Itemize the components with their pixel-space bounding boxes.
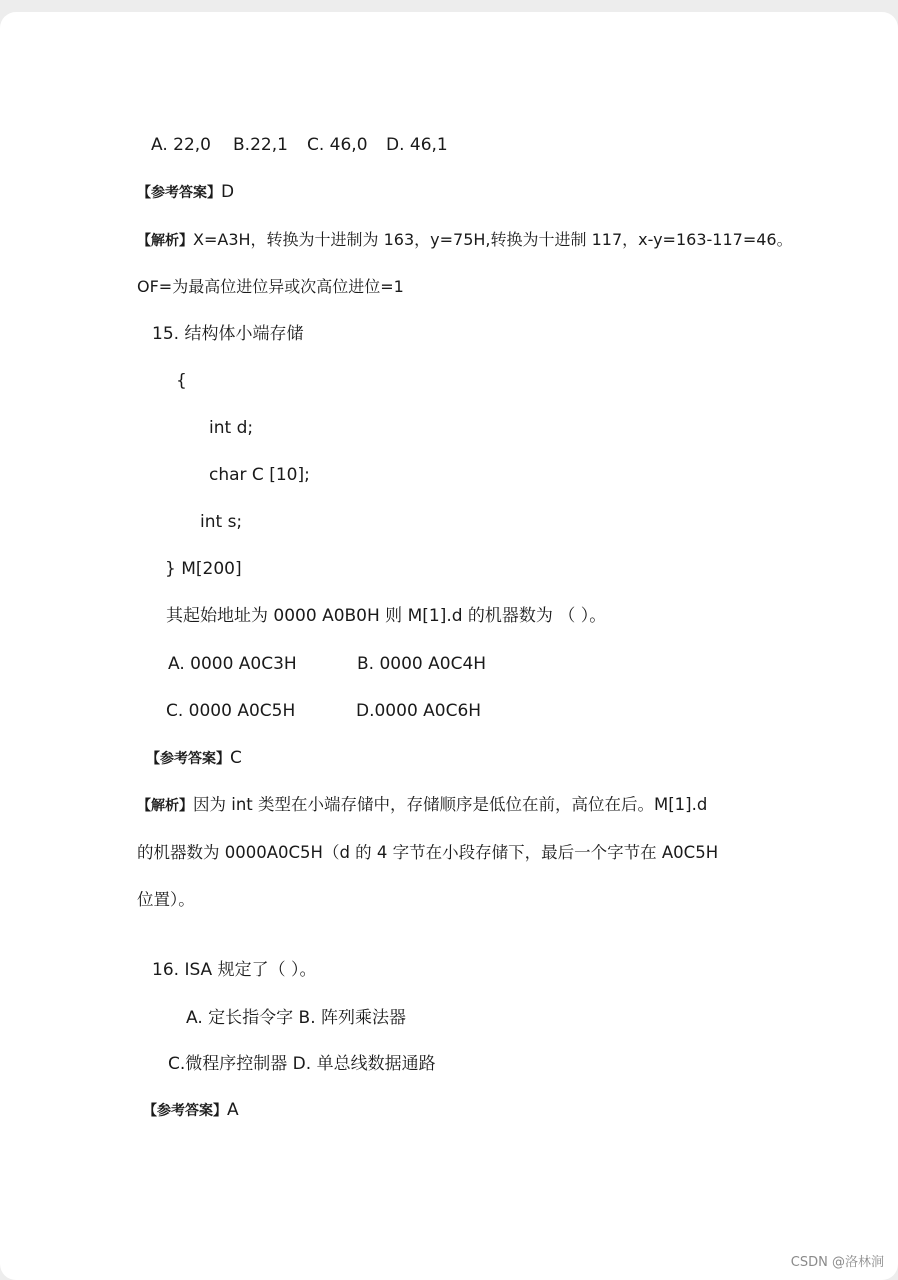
document-page <box>0 12 898 1280</box>
q15-analysis-line-2: 的机器数为 0000A0C5H（d 的 4 字节在小段存储下，最后一个字节在 A0C5H <box>137 843 719 862</box>
q16-options-row-2: C.微程序控制器 D. 单总线数据通路 <box>168 1054 436 1074</box>
q14-option-d: D. 46,1 <box>386 135 448 155</box>
q15-analysis-line-3: 位置）。 <box>137 890 195 909</box>
q15-option-a: A. 0000 A0C3H <box>168 654 297 674</box>
q14-answer <box>137 181 234 204</box>
q15-option-d: D.0000 A0C6H <box>356 701 482 721</box>
code-line: { <box>176 371 187 391</box>
answer-value: C <box>230 748 242 768</box>
q15-answer <box>146 747 242 770</box>
q15-option-b: B. 0000 A0C4H <box>357 654 487 674</box>
q15-options-row-2 <box>166 700 481 722</box>
analysis-text: X=A3H，转换为十进制为 163，y=75H,转换为十进制 117，x-y=163-117=46。 <box>193 230 793 249</box>
q16-options-row-1: A. 定长指令字 B. 阵列乘法器 <box>186 1008 407 1028</box>
q14-option-a: A. 22,0 <box>151 135 211 155</box>
code-line: int d; <box>209 418 254 438</box>
q14-options <box>151 134 448 156</box>
answer-label: 【参考答案】 <box>143 1103 227 1119</box>
answer-label: 【参考答案】 <box>146 751 230 767</box>
q15-question: 其起始地址为 0000 A0B0H 则 M[1].d 的机器数为 （ ）。 <box>166 606 607 626</box>
answer-value: D <box>221 182 235 202</box>
analysis-label: 【解析】 <box>137 798 193 814</box>
q15-analysis-line-1 <box>137 794 707 817</box>
answer-value: A <box>227 1100 239 1120</box>
q15-options-row-1 <box>168 653 486 675</box>
q16-answer <box>143 1099 239 1122</box>
q15-title: 15. 结构体小端存储 <box>152 324 304 344</box>
answer-label: 【参考答案】 <box>137 185 221 201</box>
q14-option-b: B.22,1 <box>233 135 288 155</box>
analysis-text: 因为 int 类型在小端存储中，存储顺序是低位在前，高位在后。M[1].d <box>193 795 708 814</box>
code-line: char C [10]; <box>209 465 310 485</box>
analysis-label: 【解析】 <box>137 233 193 249</box>
q14-analysis-line-2: OF=为最高位进位异或次高位进位=1 <box>137 277 404 296</box>
watermark: CSDN @洛林涧 <box>790 1255 884 1270</box>
q16-title: 16. ISA 规定了（ ）。 <box>152 960 317 980</box>
q14-option-c: C. 46,0 <box>307 135 368 155</box>
q14-analysis-line-1 <box>137 229 793 252</box>
code-line: } M[200] <box>165 559 242 579</box>
code-line: int s; <box>200 512 243 532</box>
q15-option-c: C. 0000 A0C5H <box>166 701 296 721</box>
